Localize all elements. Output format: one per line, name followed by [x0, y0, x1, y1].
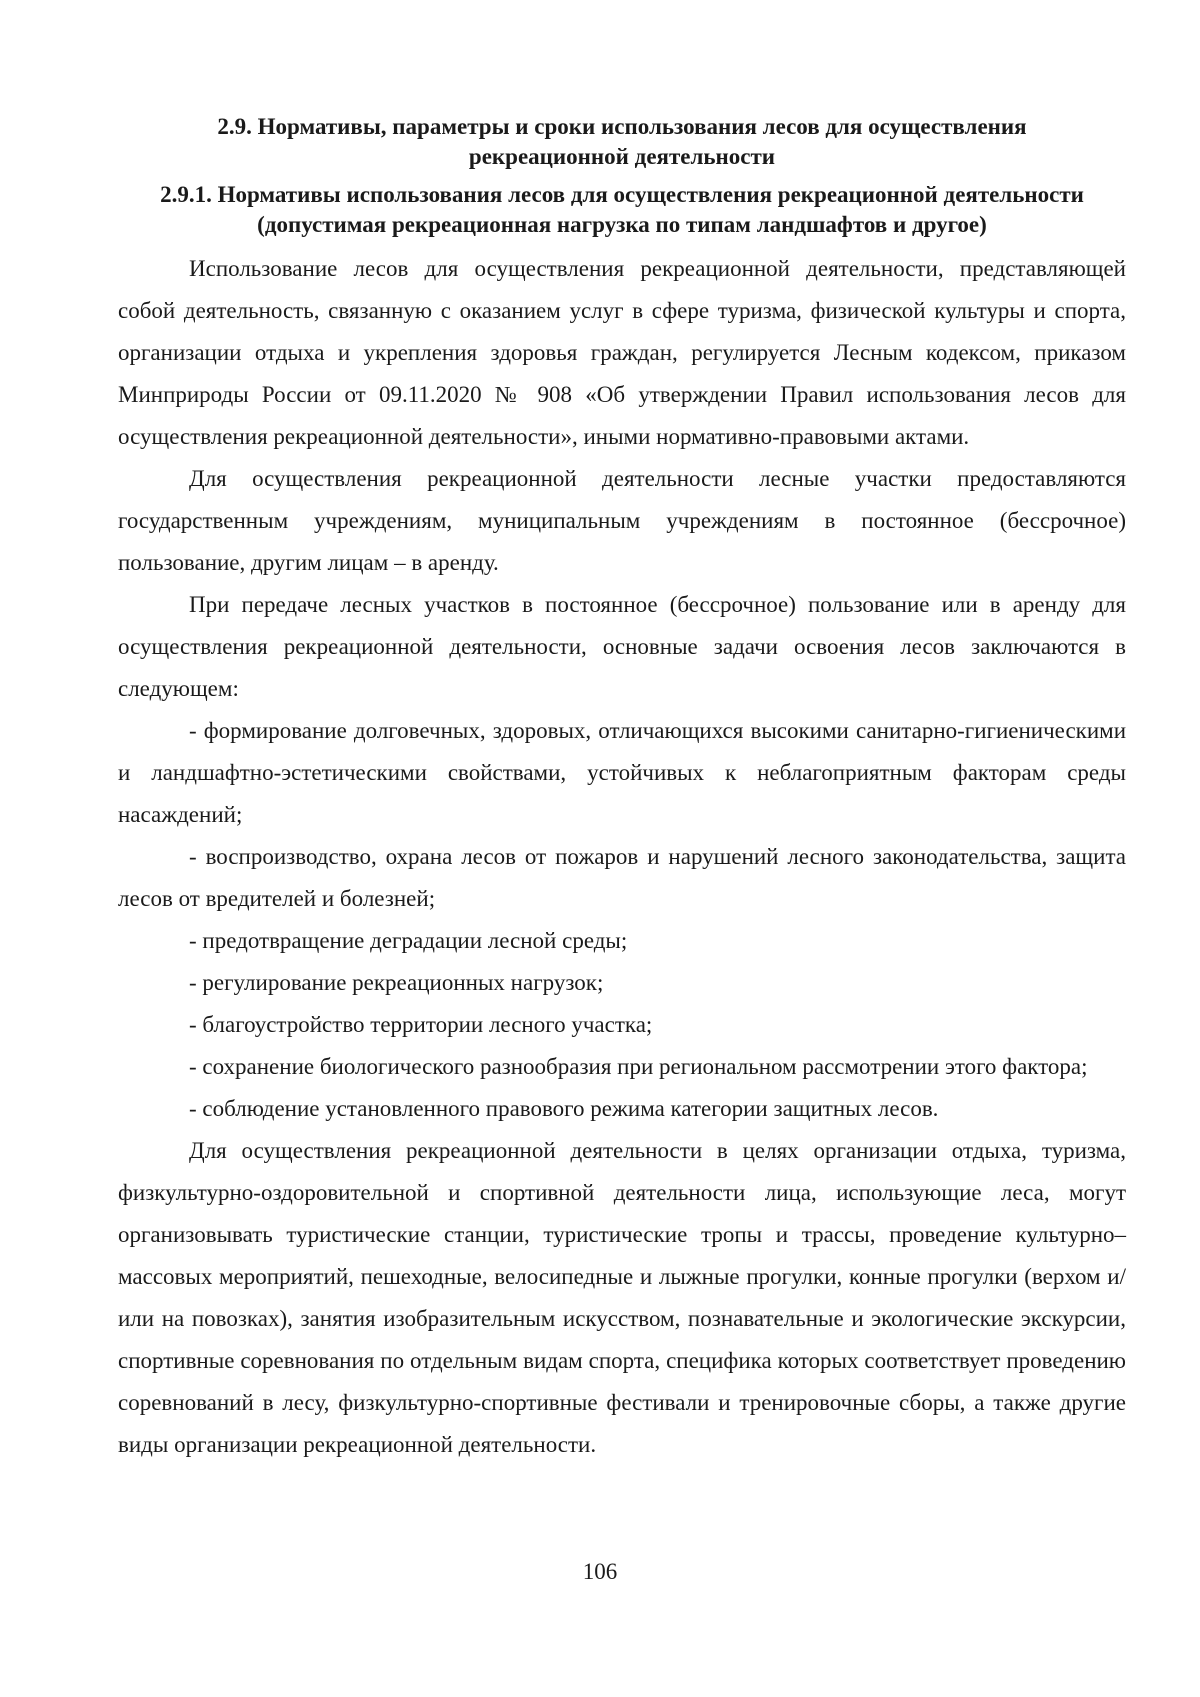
subsection-heading-line-2: (допустимая рекреационная нагрузка по типам ландшафтов и другое): [257, 212, 987, 237]
list-item-task: - воспроизводство, охрана лесов от пожаров и нарушений лесного законодательства, защита лесов от вредителей и болезней;: [118, 844, 1126, 911]
list-item-task: - предотвращение деградации лесной среды;: [189, 928, 628, 953]
paragraph-activities: Для осуществления рекреационной деятельности в целях организации отдыха, туризма, физкультурно-оздоровительной и спортивной деятельности лица, использующие леса, могут организовывать туристические станции, туристические тропы и трассы, проведение культурно–массовых мероприятий, пешеходные, велосипедные и лыжные прогулки, конные прогулки (верхом и/или на повозках), занятия изобразительным искусством, познавательные и экологические экскурсии, спортивные соревнования по отдельным видам спорта, специфика которых соответствует проведению соревнований в лесу, физкультурно-спортивные фестивали и тренировочные сборы, а также другие виды организации рекреационной деятельности.: [118, 1138, 1126, 1457]
list-item-task: - сохранение биологического разнообразия при региональном рассмотрении этого фактора;: [189, 1054, 1088, 1079]
section-heading: [118, 112, 1126, 172]
page-number: 106: [582, 1559, 618, 1584]
subsection-heading-line-1: 2.9.1. Нормативы использования лесов для осуществления рекреационной деятельности: [160, 182, 1084, 207]
paragraph-tasks-intro: При передаче лесных участков в постоянное (бессрочное) пользование или в аренду для осуществления рекреационной деятельности, основные задачи освоения лесов заключаются в следующем:: [118, 592, 1126, 701]
section-heading-line-2: рекреационной деятельности: [468, 144, 776, 169]
section-heading-line-1: 2.9. Нормативы, параметры и сроки использования лесов для осуществления: [217, 114, 1027, 139]
list-item-task: - соблюдение установленного правового режима категории защитных лесов.: [189, 1096, 939, 1121]
paragraph-land-provision: Для осуществления рекреационной деятельности лесные участки предоставляются государственным учреждениям, муниципальным учреждениям в постоянное (бессрочное) пользование, другим лицам – в аренду.: [118, 466, 1126, 575]
subsection-heading: [118, 180, 1126, 240]
list-item-task: - благоустройство территории лесного участка;: [189, 1012, 653, 1037]
paragraph-legal-basis: Использование лесов для осуществления рекреационной деятельности, представляющей собой деятельность, связанную с оказанием услуг в сфере туризма, физической культуры и спорта, организации отдыха и укрепления здоровья граждан, регулируется Лесным кодексом, приказом Минприроды России от 09.11.2020 № 908 «Об утверждении Правил использования лесов для осуществления рекреационной деятельности», иными нормативно-правовыми актами.: [118, 256, 1126, 449]
list-item-task: - регулирование рекреационных нагрузок;: [189, 970, 604, 995]
body-text: [118, 248, 1126, 1466]
document-page: [118, 112, 1126, 1466]
list-item-task: - формирование долговечных, здоровых, отличающихся высокими санитарно-гигиеническими и ландшафтно-эстетическими свойствами, устойчивых к неблагоприятным факторам среды насаждений;: [118, 718, 1126, 827]
